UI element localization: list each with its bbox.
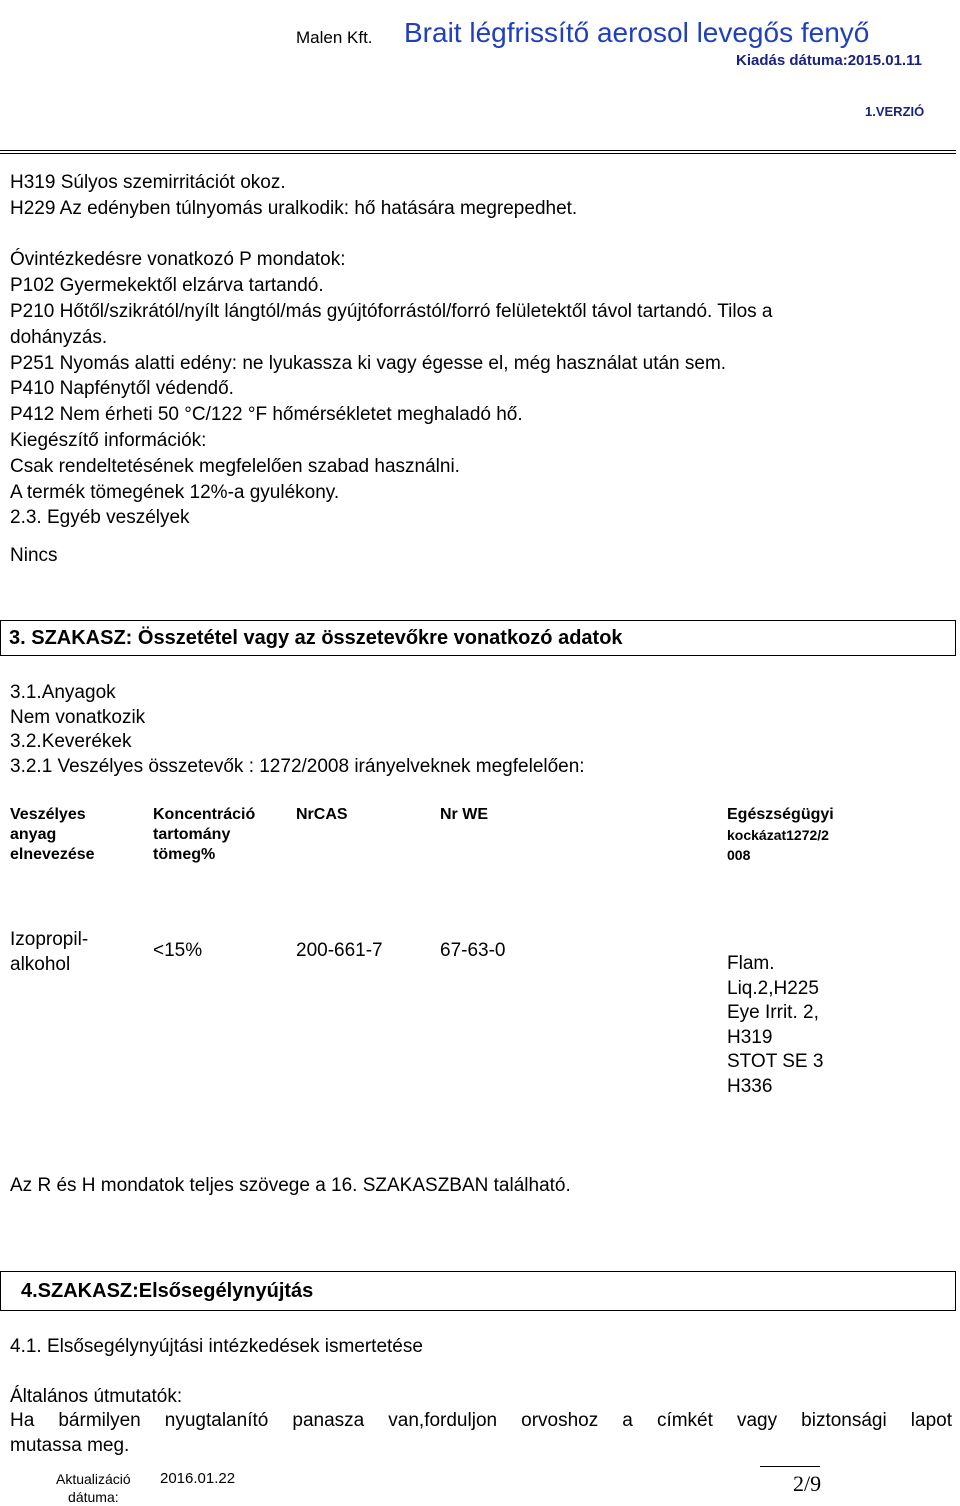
page-number-rule: [760, 1466, 820, 1467]
hazard-line: H229 Az edényben túlnyomás uralkodik: hő hatására megrepedhet.: [10, 197, 578, 219]
header-line: Koncentráció: [153, 806, 256, 823]
cell-line: Liq.2,H225: [727, 977, 819, 999]
header-line: NrCAS: [296, 806, 348, 823]
update-date: 2016.01.22: [160, 1470, 236, 1487]
general-guidance-label: Általános útmutatók:: [10, 1386, 183, 1407]
table-header-name: [10, 805, 95, 865]
cell-line: H319: [727, 1026, 773, 1048]
table-cell-cas: 200-661-7: [296, 940, 383, 961]
hazard-line: Csak rendeltetésének megfelelően szabad használni.: [10, 455, 460, 477]
hazard-line: dohányzás.: [10, 326, 108, 348]
hazard-line: P410 Napfénytől védendő.: [10, 378, 234, 400]
issue-date: Kiadás dátuma:2015.01.11: [736, 52, 922, 69]
cell-line: Izopropil-: [10, 929, 89, 950]
header-divider-secondary: [0, 153, 956, 154]
header-line: Nr WE: [440, 806, 488, 823]
general-guidance-text: Ha bármilyen nyugtalanító panasza van,forduljon orvoshoz a címkét vagy biztonsági lapot: [10, 1410, 952, 1431]
header-line: kockázat1272/2: [727, 827, 829, 843]
header-line: 008: [727, 847, 751, 863]
hazard-line: [10, 222, 773, 248]
section-3-heading: 3. SZAKASZ: Összetétel vagy az összetevőkre vonatkozó adatok: [0, 620, 956, 656]
table-header-we: [440, 805, 488, 825]
table-cell-concentration: <15%: [153, 940, 203, 961]
header-line: elnevezése: [10, 846, 95, 863]
hazard-line: P251 Nyomás alatti edény: ne lyukassza ki vagy égesse el, még használat után sem.: [10, 352, 727, 374]
section-4-subtitle: 4.1. Elsősegélynyújtási intézkedések ismertetése: [10, 1336, 423, 1357]
version-label: 1.VERZIÓ: [865, 104, 925, 119]
update-label-line: dátuma:: [68, 1489, 119, 1505]
table-cell-name: [10, 928, 88, 977]
cell-line: Flam.: [727, 953, 775, 974]
header-line: tartomány: [153, 826, 231, 843]
section-4-heading: 4.SZAKASZ:Elsősegélynyújtás: [0, 1271, 956, 1311]
other-hazards-value: Nincs: [10, 545, 58, 566]
cell-line: STOT SE 3: [727, 1051, 824, 1072]
table-cell-we: 67-63-0: [440, 940, 506, 961]
hazard-line: P210 Hőtől/szikrától/nyílt lángtól/más gyújtóforrástól/forró felületektől távol tartandó. Tilos a: [10, 300, 773, 322]
general-guidance-text-continued: mutassa meg.: [10, 1435, 130, 1456]
section-3-line: Nem vonatkozik: [10, 706, 146, 728]
header-line: Veszélyes: [10, 806, 86, 823]
table-header-concentration: [153, 805, 255, 865]
hazard-line: P102 Gyermekektől elzárva tartandó.: [10, 275, 324, 297]
section-3-line: 3.2.Keverékek: [10, 731, 132, 752]
hazard-line: P412 Nem érheti 50 °C/122 °F hőmérsékletet meghaladó hő.: [10, 404, 523, 426]
document-title: Brait légfrissítő aerosol levegős fenyő: [404, 17, 870, 48]
cell-line: Eye Irrit. 2,: [727, 1002, 819, 1023]
update-label: [56, 1470, 131, 1506]
hazard-statements: [10, 170, 773, 531]
hazard-line: Óvintézkedésre vonatkozó P mondatok:: [10, 249, 346, 271]
page-number: 2/9: [793, 1471, 822, 1496]
section-3-sublines: [10, 681, 585, 779]
header-line: tömeg%: [153, 846, 216, 863]
hazard-line: A termék tömegének 12%-a gyulékony.: [10, 481, 340, 503]
hazard-line: H319 Súlyos szemirritációt okoz.: [10, 172, 286, 193]
update-label-line: Aktualizáció: [56, 1471, 131, 1487]
section-3-line: 3.1.Anyagok: [10, 682, 116, 703]
header-line: Egészségügyi: [727, 806, 834, 823]
company-name: Malen Kft.: [296, 28, 373, 47]
cell-line: alkohol: [10, 953, 71, 975]
header-line: anyag: [10, 826, 57, 843]
cell-line: H336: [727, 1075, 773, 1097]
table-header-health: [727, 805, 834, 865]
hazard-line: Kiegészítő információk:: [10, 429, 207, 451]
hazard-line: 2.3. Egyéb veszélyek: [10, 507, 190, 529]
section-3-line: 3.2.1 Veszélyes összetevők : 1272/2008 irányelveknek megfelelően:: [10, 755, 585, 777]
header-divider: [0, 150, 956, 151]
table-header-cas: [296, 805, 348, 825]
table-cell-health: [727, 952, 823, 1099]
section-16-reference: Az R és H mondatok teljes szövege a 16. SZAKASZBAN található.: [10, 1175, 571, 1196]
